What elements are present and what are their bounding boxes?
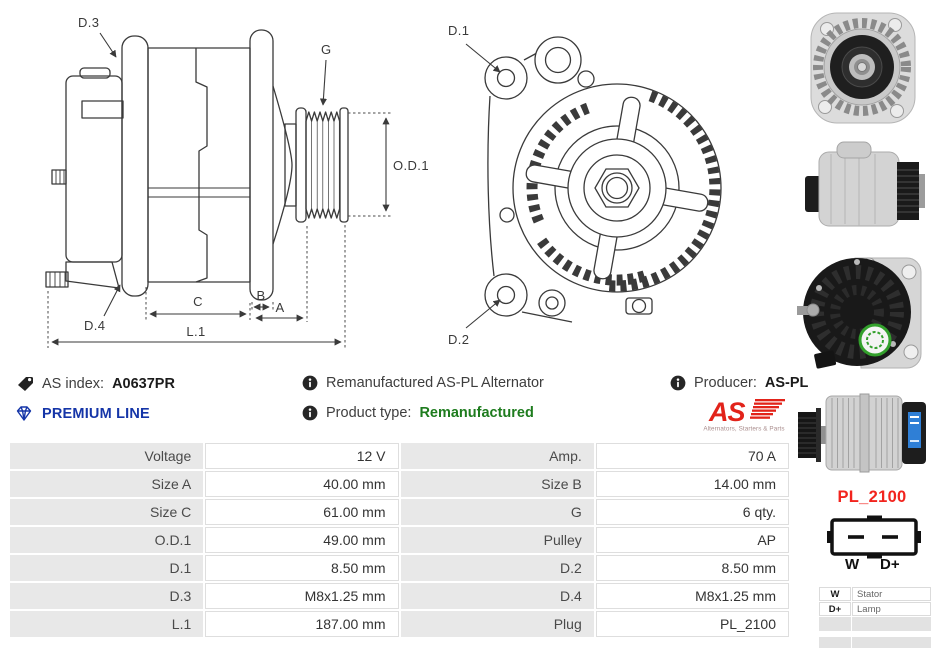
front-view-drawing [430,0,790,360]
as-index-value: A0637PR [112,376,175,392]
dim-label-b: B [256,288,266,303]
premium-line-label[interactable]: PREMIUM LINE [42,405,150,422]
info-icon [670,375,686,391]
dim-label-g: G [321,42,332,57]
description-row [302,375,544,391]
alternator-side-outline [46,30,348,300]
side-view-drawing [0,0,445,368]
spec-label: Size B [401,471,594,497]
legend-empty-row [819,617,931,631]
spec-value: 61.00 mm [205,499,398,525]
product-photo-side[interactable] [792,384,932,482]
tag-icon [16,375,34,393]
spec-value: 8.50 mm [596,555,789,581]
plug-name: PL_2100 [837,488,907,506]
legend-empty-row [819,637,931,648]
producer-value: AS-PL [764,375,809,391]
brand-logo-tagline: Alternators, Starters & Parts [703,425,785,433]
spec-label: O.D.1 [10,527,203,553]
spec-label: D.1 [10,555,203,581]
legend-pin: W [819,587,851,601]
description-text: Remanufactured AS-PL Alternator [326,375,544,391]
plug-legend-table [818,586,932,648]
brand-logo [697,394,791,434]
dim-label-l1: L.1 [186,324,206,339]
spec-value: PL_2100 [596,611,789,637]
legend-gap [819,632,931,636]
legend-pin: D+ [819,602,851,616]
dim-label-d3: D.3 [78,15,100,30]
dim-label-d1: D.1 [448,23,470,38]
brand-logo-text: AS [709,397,745,427]
dim-label-od1: O.D.1 [393,158,429,173]
premium-line-row[interactable] [14,405,150,422]
spec-value: 40.00 mm [205,471,398,497]
product-photo-top[interactable] [795,136,929,244]
producer-label: Producer: [694,375,757,391]
spec-value: 14.00 mm [596,471,789,497]
spec-label: Plug [401,611,594,637]
as-index-row [16,375,175,393]
pin-label-w: W [845,556,860,573]
spec-value: 6 qty. [596,499,789,525]
spec-label: L.1 [10,611,203,637]
product-photo-rear[interactable] [795,248,929,378]
spec-label: D.2 [401,555,594,581]
brand-logo-stripes [750,399,785,419]
spec-value: 8.50 mm [205,555,398,581]
spec-table [10,443,789,637]
legend-desc: Lamp [852,602,931,616]
spec-label: G [401,499,594,525]
product-type-value: Remanufactured [419,405,534,421]
spec-label: D.4 [401,583,594,609]
spec-label: Amp. [401,443,594,469]
info-icon [302,405,318,421]
plug-pin-labels [824,556,924,576]
spec-label: Pulley [401,527,594,553]
legend-row [819,587,931,601]
legend-desc: Stator [852,587,931,601]
spec-value: 187.00 mm [205,611,398,637]
legend-row [819,602,931,616]
product-photo-front[interactable] [795,3,929,133]
info-icon [302,375,318,391]
spec-value: AP [596,527,789,553]
spec-value: M8x1.25 mm [205,583,398,609]
spec-label: Voltage [10,443,203,469]
dim-label-a: A [275,300,285,315]
dim-label-c: C [193,294,203,309]
spec-value: 70 A [596,443,789,469]
pin-label-dplus: D+ [880,556,900,573]
spec-label: D.3 [10,583,203,609]
spec-value: 12 V [205,443,398,469]
dimension-lines [52,33,386,342]
dim-label-d2: D.2 [448,332,470,347]
product-type-row [302,405,534,421]
diamond-icon [14,405,34,422]
spec-label: Size C [10,499,203,525]
spec-value: 49.00 mm [205,527,398,553]
spec-value: M8x1.25 mm [596,583,789,609]
producer-row [670,375,808,391]
plug-connector-diagram [824,514,924,560]
spec-label: Size A [10,471,203,497]
product-type-label: Product type: [326,405,412,421]
dim-label-d4: D.4 [84,318,106,333]
as-index-label: AS index: [42,376,105,392]
